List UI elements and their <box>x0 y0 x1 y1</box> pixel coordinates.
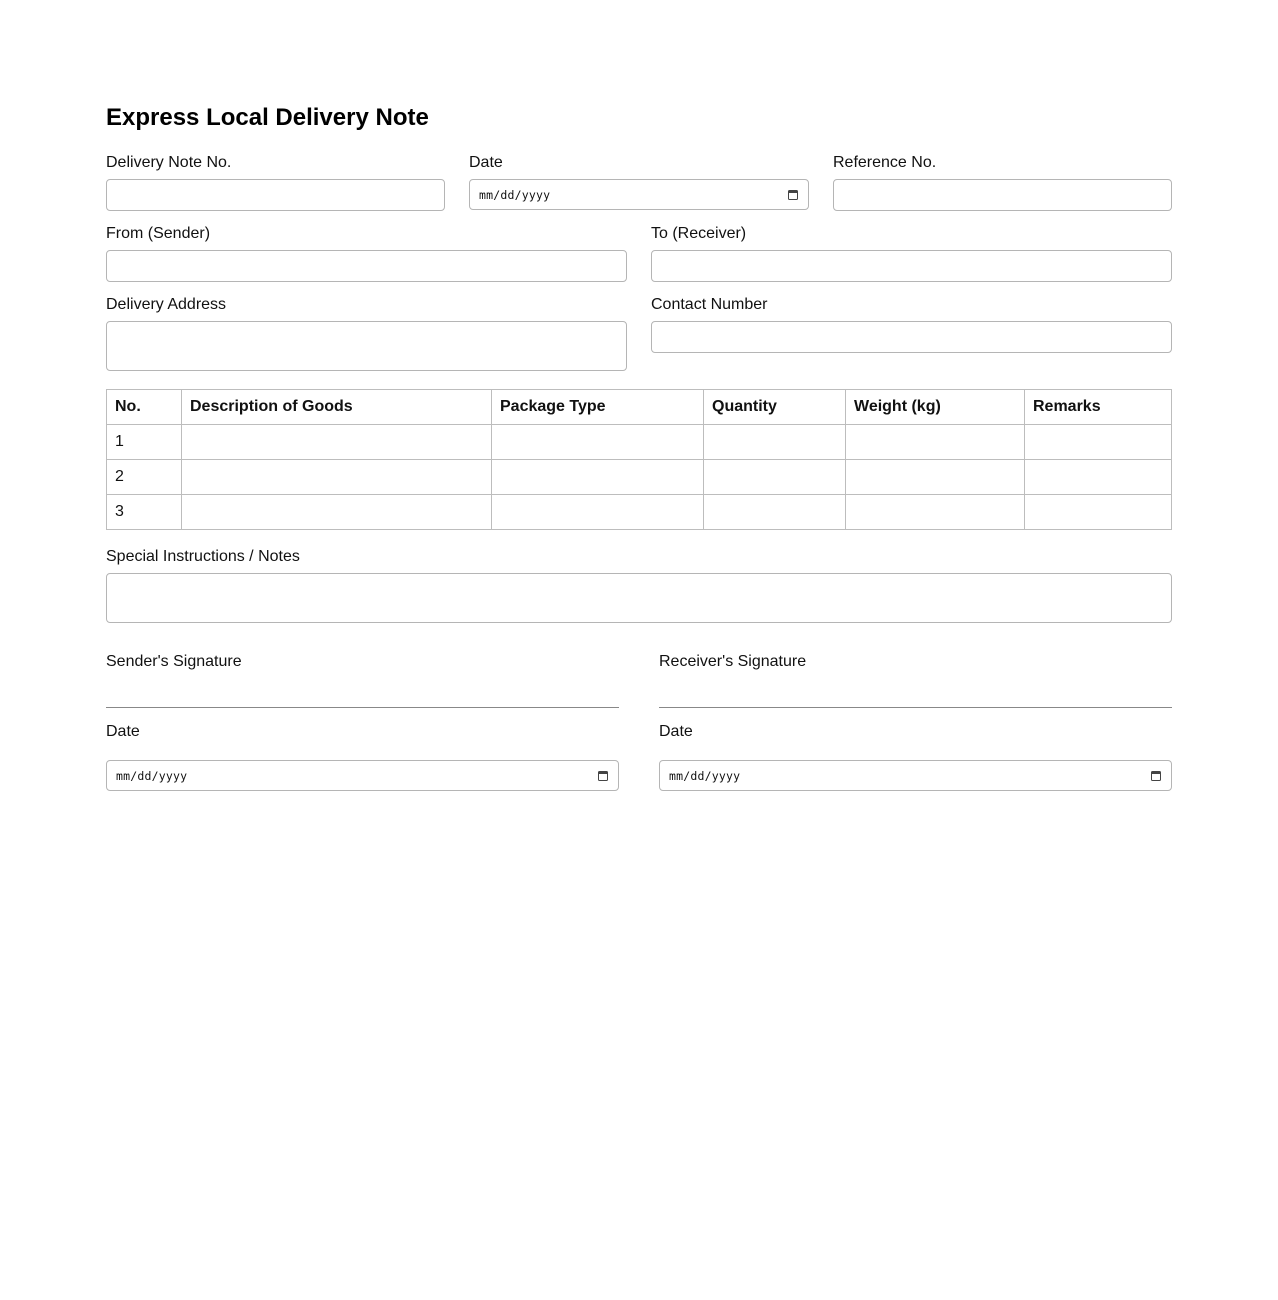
goods-table <box>106 389 1172 530</box>
delivery-note-no-input[interactable] <box>106 179 445 211</box>
calendar-icon[interactable] <box>788 190 798 200</box>
delivery-address-textarea[interactable] <box>106 321 627 371</box>
receiver-date-label: Date <box>659 723 693 740</box>
from-sender-label: From (Sender) <box>106 225 211 242</box>
delivery-address-label: Delivery Address <box>106 296 227 313</box>
cell-weight[interactable] <box>846 495 1025 530</box>
cell-description[interactable] <box>182 425 492 460</box>
cell-no: 2 <box>107 460 182 495</box>
cell-remarks[interactable] <box>1025 495 1172 530</box>
col-weight: Weight (kg) <box>846 390 1025 425</box>
special-instructions-group <box>106 548 1172 623</box>
cell-remarks[interactable] <box>1025 460 1172 495</box>
delivery-note-no-group <box>106 154 445 211</box>
reference-no-group <box>833 154 1172 211</box>
col-quantity: Quantity <box>704 390 846 425</box>
cell-quantity[interactable] <box>704 425 846 460</box>
sender-signature-line[interactable] <box>106 706 619 708</box>
sender-date-placeholder: mm/dd/yyyy <box>116 768 188 783</box>
cell-package-type[interactable] <box>492 460 704 495</box>
date-label: Date <box>469 154 503 171</box>
receiver-signature-group <box>659 653 1172 791</box>
receiver-date-input[interactable] <box>659 760 1172 791</box>
receiver-signature-label: Receiver's Signature <box>659 653 807 670</box>
to-receiver-input[interactable] <box>651 250 1172 282</box>
col-package-type: Package Type <box>492 390 704 425</box>
cell-description[interactable] <box>182 460 492 495</box>
to-receiver-label: To (Receiver) <box>651 225 747 242</box>
cell-remarks[interactable] <box>1025 425 1172 460</box>
cell-no: 1 <box>107 425 182 460</box>
date-group <box>469 154 809 211</box>
cell-package-type[interactable] <box>492 495 704 530</box>
cell-package-type[interactable] <box>492 425 704 460</box>
col-remarks: Remarks <box>1025 390 1172 425</box>
from-sender-input[interactable] <box>106 250 627 282</box>
sender-date-label: Date <box>106 723 140 740</box>
receiver-date-placeholder: mm/dd/yyyy <box>669 768 741 783</box>
cell-weight[interactable] <box>846 425 1025 460</box>
delivery-note-no-label: Delivery Note No. <box>106 154 232 171</box>
cell-quantity[interactable] <box>704 460 846 495</box>
date-placeholder: mm/dd/yyyy <box>479 187 551 202</box>
col-no: No. <box>107 390 182 425</box>
page-title: Express Local Delivery Note <box>106 104 429 131</box>
receiver-signature-line[interactable] <box>659 706 1172 708</box>
sender-signature-group <box>106 653 619 791</box>
col-description: Description of Goods <box>182 390 492 425</box>
table-row <box>107 495 1172 530</box>
date-input[interactable] <box>469 179 809 210</box>
contact-number-label: Contact Number <box>651 296 768 313</box>
table-header-row <box>107 390 1172 425</box>
delivery-note-form <box>106 96 1172 791</box>
from-sender-group <box>106 225 627 282</box>
sender-date-input[interactable] <box>106 760 619 791</box>
reference-no-label: Reference No. <box>833 154 937 171</box>
table-row <box>107 460 1172 495</box>
to-receiver-group <box>651 225 1172 282</box>
cell-description[interactable] <box>182 495 492 530</box>
cell-weight[interactable] <box>846 460 1025 495</box>
cell-quantity[interactable] <box>704 495 846 530</box>
calendar-icon[interactable] <box>598 771 608 781</box>
calendar-icon[interactable] <box>1151 771 1161 781</box>
cell-no: 3 <box>107 495 182 530</box>
contact-number-group <box>651 296 1172 353</box>
special-instructions-textarea[interactable] <box>106 573 1172 623</box>
delivery-address-group <box>106 296 627 371</box>
reference-no-input[interactable] <box>833 179 1172 211</box>
special-instructions-label: Special Instructions / Notes <box>106 548 300 565</box>
sender-signature-label: Sender's Signature <box>106 653 242 670</box>
table-row <box>107 425 1172 460</box>
contact-number-input[interactable] <box>651 321 1172 353</box>
